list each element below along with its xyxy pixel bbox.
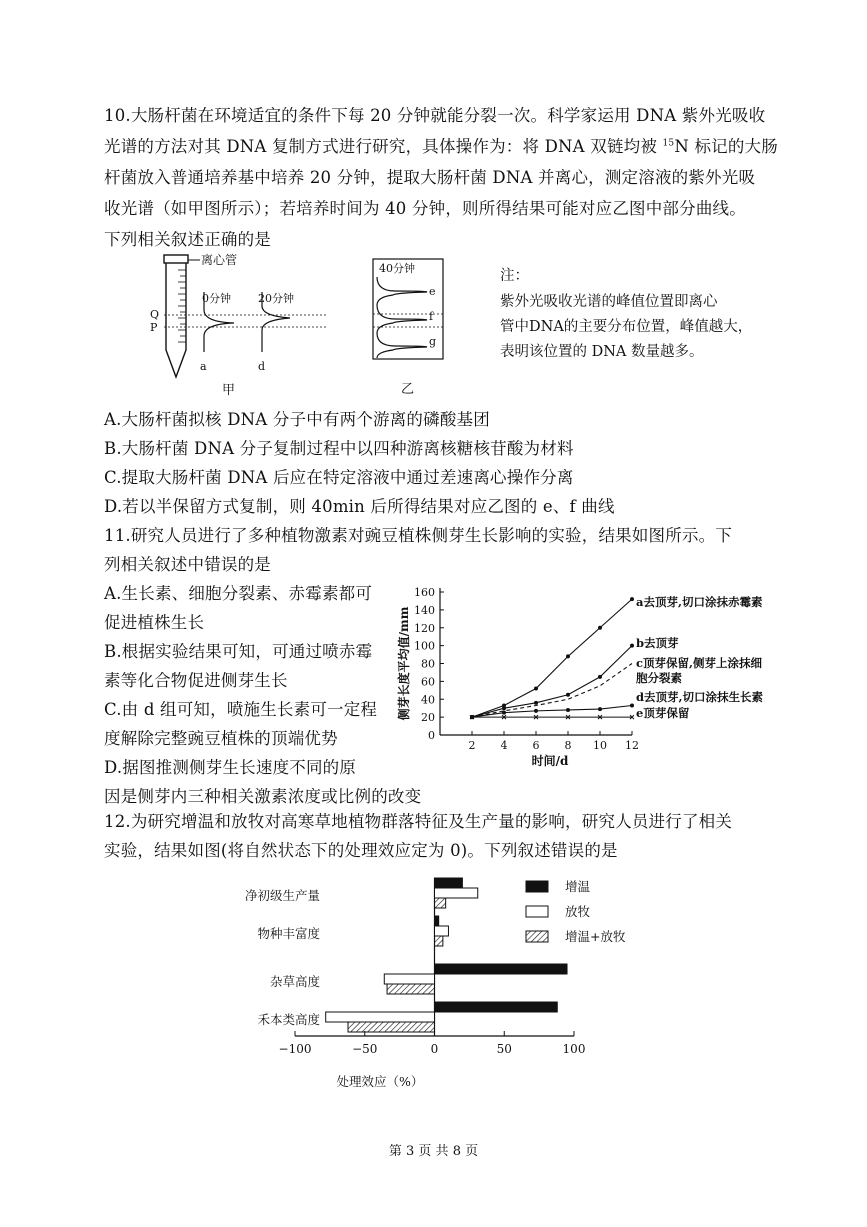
q10-option-c: C.提取大肠杆菌 DNA 后应在特定溶液中通过差速离心操作分离: [104, 468, 574, 487]
page-footer: 第 3 页 共 8 页: [388, 1144, 479, 1159]
bar-3: [435, 898, 446, 908]
x-tick-label: 12: [625, 739, 639, 752]
time-20-label: 20分钟: [258, 292, 294, 305]
bar-2: [435, 888, 478, 898]
legend-swatch-2: [526, 906, 548, 917]
figure-yi-caption: 乙: [401, 382, 415, 397]
data-point: [566, 708, 570, 712]
curve-g: [377, 333, 427, 358]
x-axis-label: 时间/d: [531, 754, 569, 768]
bar-1: [435, 916, 439, 926]
q11-option-b-2: 素等化合物促进侧芽生长: [104, 671, 288, 690]
data-point: [598, 707, 602, 711]
data-point: [598, 626, 602, 630]
x-tick-label: 4: [500, 739, 508, 752]
q10-option-b: B.大肠杆菌 DNA 分子复制过程中以四种游离核糖核苷酸为材料: [104, 439, 574, 458]
x-axis-label: 处理效应（%）: [336, 1074, 424, 1089]
note-line-3: 表明该位置的 DNA 数量越多。: [500, 344, 704, 360]
centrifuge-tube: [166, 260, 186, 377]
legend-label-3: 增温+放牧: [565, 929, 626, 944]
q11-option-c-2: 度解除完整豌豆植株的顶端优势: [104, 729, 338, 748]
legend-label-2: 放牧: [565, 904, 591, 919]
note-line-1: 紫外光吸收光谱的峰值位置即离心: [500, 294, 718, 310]
q11-option-d-2: 因是侧芽内三种相关激素浓度或比例的改变: [104, 787, 422, 806]
x-tick-label: −100: [278, 1042, 312, 1056]
bar-1: [435, 1002, 558, 1012]
series-label-4: d去顶芽,切口涂抹生长素: [636, 690, 764, 704]
q12-line-1: 12.为研究增温和放牧对高寒草地植物群落特征及生产量的影响，研究人员进行了相关: [104, 812, 733, 831]
data-point: [630, 644, 634, 648]
data-point: [502, 706, 506, 710]
time-0-label: 0分钟: [202, 292, 231, 305]
time-40-label: 40分钟: [379, 262, 415, 275]
note-line-2: 管中DNA的主要分布位置，峰值越大，: [500, 319, 753, 335]
x-tick-label: −50: [352, 1042, 378, 1056]
tube-cap: [164, 255, 188, 263]
x-tick-label: 50: [496, 1042, 512, 1056]
data-point: [502, 711, 506, 715]
data-point: [566, 654, 570, 658]
y-tick-label: 40: [421, 693, 435, 707]
curve-a-label: a: [200, 360, 207, 373]
bar-2: [326, 1012, 435, 1022]
q10-line-2-pre: 光谱的方法对其 DNA 复制方式进行研究，具体操作为：将 DNA 双链均被: [104, 137, 663, 156]
y-tick-label: 80: [421, 657, 435, 671]
bar-3: [348, 1022, 434, 1032]
data-point: [534, 687, 538, 691]
bar-3: [387, 984, 434, 994]
q10-line-3: 杆菌放入普通培养基中培养 20 分钟，提取大肠杆菌 DNA 并离心，测定溶液的紫外光吸: [104, 168, 756, 187]
series-label-2: b去顶芽: [636, 636, 679, 650]
bar-chart-treatment-effect: [220, 868, 660, 1100]
curve-f-label: f: [429, 310, 434, 323]
series-line-3: [472, 664, 632, 718]
series-line-4: [472, 706, 632, 718]
q11-option-a-1: A.生长素、细胞分裂素、赤霉素都可: [104, 584, 373, 603]
series-label-1: a去顶芽,切口涂抹赤霉素: [636, 595, 763, 609]
bar-2: [384, 974, 434, 984]
y-tick-label: 0: [428, 729, 435, 742]
curve-e-label: e: [429, 285, 436, 298]
bar-1: [435, 964, 568, 974]
q10-line-1: 10.大肠杆菌在环境适宜的条件下每 20 分钟就能分裂一次。科学家运用 DNA 紫外光吸收: [104, 106, 766, 125]
curve-f: [377, 305, 427, 333]
data-point: [630, 704, 634, 708]
legend-swatch-3: [526, 931, 548, 942]
y-tick-label: 60: [421, 675, 435, 689]
q10-isotope-sup: 15: [662, 138, 675, 149]
category-label: 物种丰富度: [257, 926, 320, 941]
figure-yi: [365, 255, 470, 400]
q-label: Q: [150, 308, 160, 321]
legend-swatch-1: [526, 881, 548, 892]
series-line-2: [472, 646, 632, 718]
bar-2: [435, 926, 449, 936]
y-tick-label: 120: [414, 621, 435, 635]
data-point: [566, 693, 570, 697]
series-label-3: c顶芽保留,侧芽上涂抹细: [636, 656, 763, 670]
legend-label-1: 增温: [565, 879, 591, 894]
x-tick-label: 0: [430, 1042, 439, 1056]
curve-e: [377, 277, 427, 305]
x-tick-label: 2: [468, 739, 476, 752]
q11-option-c-1: C.由 d 组可知，喷施生长素可一定程: [104, 700, 378, 719]
category-label: 杂草高度: [269, 974, 320, 989]
q11-option-b-1: B.根据实验结果可知，可通过喷赤霉: [104, 642, 373, 661]
data-point: [534, 709, 538, 713]
x-tick-label: 8: [564, 739, 572, 752]
q11-option-d-1: D.据图推测侧芽生长速度不同的原: [104, 758, 357, 777]
q10-line-2: [104, 133, 778, 157]
y-tick-label: 100: [414, 639, 435, 653]
y-axis-label: 侧芽长度平均值/mm: [397, 606, 411, 721]
x-tick-label: 10: [593, 739, 607, 752]
data-point: [598, 675, 602, 679]
figure-jia: [150, 250, 350, 400]
q10-line-2-post: N 标记的大肠: [674, 137, 778, 156]
q11-line-2: 列相关叙述中错误的是: [104, 555, 271, 574]
y-tick-label: 20: [421, 711, 435, 725]
y-tick-label: 160: [414, 586, 435, 599]
series-label-3: 胞分裂素: [636, 671, 682, 685]
category-label: 禾本类高度: [257, 1012, 320, 1027]
x-tick-label: 100: [562, 1042, 586, 1056]
p-label: P: [150, 321, 158, 334]
tube-label: 离心管: [201, 253, 238, 267]
q10-option-a: A.大肠杆菌拟核 DNA 分子中有两个游离的磷酸基团: [104, 410, 490, 429]
q10-option-d: D.若以半保留方式复制，则 40min 后所得结果对应乙图的 e、f 曲线: [104, 497, 615, 516]
curve-g-label: g: [429, 335, 437, 348]
x-tick-label: 6: [532, 739, 540, 752]
bar-1: [435, 878, 463, 888]
q11-line-1: 11.研究人员进行了多种植物激素对豌豆植株侧芽生长影响的实验，结果如图所示。下: [104, 526, 733, 545]
series-line-1: [472, 599, 632, 717]
curve-d-label: d: [258, 360, 266, 373]
data-point: [534, 701, 538, 705]
q12-line-2: 实验，结果如图(将自然状态下的处理效应定为 0)。下列叙述错误的是: [104, 841, 618, 860]
category-label: 净初级生产量: [244, 888, 320, 903]
y-tick-label: 140: [414, 603, 435, 617]
q11-option-a-2: 促进植株生长: [104, 613, 205, 632]
q10-line-5: 下列相关叙述正确的是: [104, 230, 271, 249]
data-point: [630, 597, 634, 601]
line-chart-bud-growth: [390, 580, 800, 775]
bar-3: [435, 936, 443, 946]
series-label-5: e顶芽保留: [636, 706, 690, 720]
figure-jia-caption: 甲: [222, 383, 236, 398]
q10-line-4: 收光谱（如甲图所示）；若培养时间为 40 分钟，则所得结果可能对应乙图中部分曲线。: [104, 199, 746, 218]
note-title: 注：: [500, 268, 529, 284]
